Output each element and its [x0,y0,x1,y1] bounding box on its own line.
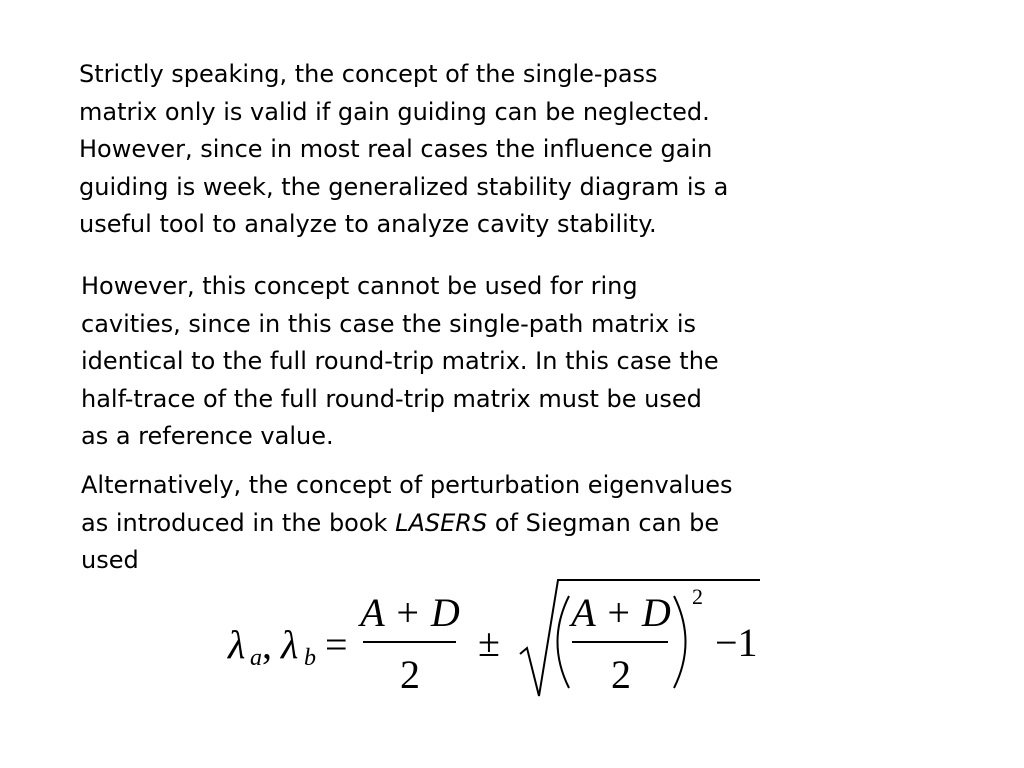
text-line: cavities, since in this case the single-path matrix is [81,309,697,338]
text-line: half-trace of the full round-trip matrix must be used [81,384,702,413]
minus-one: −1 [715,620,758,665]
book-title: LASERS [395,508,488,537]
paragraph-ring-cavities [81,268,719,456]
text-line: Strictly speaking, the concept of the single-pass [79,60,658,88]
exponent: 2 [692,584,703,609]
paragraph-gain-guiding [79,56,728,244]
left-parenthesis [558,596,570,688]
inner-fraction-denominator: 2 [611,652,631,697]
fraction-denominator: 2 [400,652,420,697]
text-line: matrix only is valid if gain guiding can be neglected. [79,97,710,126]
plus-minus-sign: ± [478,620,500,665]
inner-fraction-numerator: A + D [571,590,671,635]
comma: , [262,622,272,667]
right-parenthesis [674,596,686,688]
paragraph-perturbation-eigenvalues [81,467,733,580]
text-line: Alternatively, the concept of perturbation eigenvalues [81,471,733,499]
text-segment: of Siegman can be [487,508,720,537]
subscript-b: b [304,645,316,671]
text-line: However, since in most real cases the influence gain [79,135,713,163]
lambda-a-symbol: λ [228,622,246,667]
text-line: used [81,546,139,574]
fraction-numerator: A + D [360,590,460,635]
text-line: guiding is week, the generalized stability diagram is a [79,172,729,201]
text-segment: as introduced in the book [81,508,396,537]
lambda-b-symbol: λ [281,622,299,667]
text-line: useful tool to analyze to analyze cavity stability. [79,210,657,238]
text-line: as a reference value. [81,422,334,450]
eigenvalue-formula [220,572,780,702]
text-line: identical to the full round-trip matrix. In this case the [81,347,719,375]
equals-sign: = [325,622,348,667]
subscript-a: a [250,645,262,671]
text-line: However, this concept cannot be used for ring [81,272,638,300]
text-line [81,505,733,543]
